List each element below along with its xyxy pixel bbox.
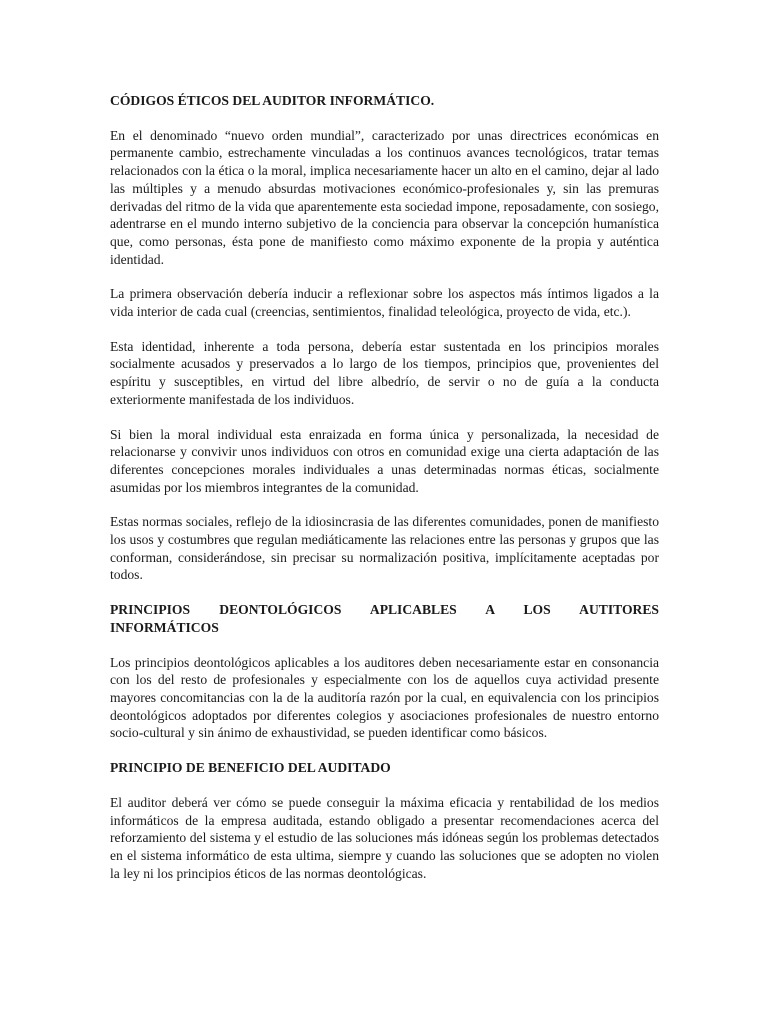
section-heading-beneficio: PRINCIPIO DE BENEFICIO DEL AUDITADO	[110, 760, 391, 776]
principios-paragraph: Los principios deontológicos aplicables a los auditores deben necesariamente estar en consonancia con los del resto de profesionales y especialmente con los de aquellos cuya actividad presente mayores concomitancias con la de la auditoría razón por la cual, en equivalencia con los principios deontológicos adoptados por diferentes colegios y asociaciones profesionales de nuestro entorno socio-cultural y sin ánimo de exhaustividad, se pueden identificar como básicos.	[110, 654, 659, 741]
document-title: CÓDIGOS ÉTICOS DEL AUDITOR INFORMÁTICO.	[110, 93, 435, 108]
section-heading-principios-line1: PRINCIPIOS DEONTOLÓGICOS APLICABLES A LOS AUTITORES	[110, 602, 659, 618]
intro-paragraph-3: Esta identidad, inherente a toda persona, debería estar sustentada en los principios morales socialmente acusados y preservados a lo largo de los tiempos, principios que, provenientes del espíritu y susceptibles, en virtud del libre albedrío, de servir o no de guía a la conducta exteriormente manifestada de los individuos.	[110, 338, 659, 407]
intro-paragraph-4: Si bien la moral individual esta enraizada en forma única y personalizada, la necesidad de relacionarse y convivir unos individuos con otros en comunidad exige una cierta adaptación de las diferentes concepciones morales individuales a unas determinadas normas éticas, socialmente asumidas por los miembros integrantes de la comunidad.	[110, 426, 659, 495]
beneficio-paragraph: El auditor deberá ver cómo se puede conseguir la máxima eficacia y rentabilidad de los medios informáticos de la empresa auditada, estando obligado a presentar recomendaciones acerca del reforzamiento del sistema y el estudio de las soluciones más idóneas según los problemas detectados en el sistema informático de esta ultima, siempre y cuando las soluciones que se adopten no violen la ley ni los principios éticos de las normas deontológicas.	[110, 794, 659, 881]
document-page	[110, 92, 659, 899]
section-heading-principios	[110, 601, 659, 636]
intro-paragraph-1: En el denominado “nuevo orden mundial”, caracterizado por unas directrices económicas en permanente cambio, estrechamente vinculadas a los continuos avances tecnológicos, tratar temas relacionados con la ética o la moral, implica necesariamente hacer un alto en el camino, dejar al lado las múltiples y a menudo absurdas motivaciones económico-profesionales y, sin las premuras derivadas del ritmo de la vida que aparentemente esta sociedad impone, reposadamente, con sosiego, adentrarse en el mundo interno subjetivo de la conciencia para observar la concepción humanística que, como personas, ésta pone de manifiesto como máximo exponente de la propia y auténtica identidad.	[110, 127, 659, 267]
section-heading-principios-line2: INFORMÁTICOS	[110, 619, 219, 635]
intro-paragraph-2: La primera observación debería inducir a reflexionar sobre los aspectos más íntimos ligados a la vida interior de cada cual (creencias, sentimientos, finalidad teleológica, proyecto de vida, etc.).	[110, 286, 659, 320]
intro-paragraph-5: Estas normas sociales, reflejo de la idiosincrasia de las diferentes comunidades, ponen de manifiesto los usos y costumbres que regulan mediáticamente las relaciones entre las personas y grupos que las conforman, considerándose, sin precisar su normalización positiva, implícitamente aceptadas por todos.	[110, 514, 659, 583]
